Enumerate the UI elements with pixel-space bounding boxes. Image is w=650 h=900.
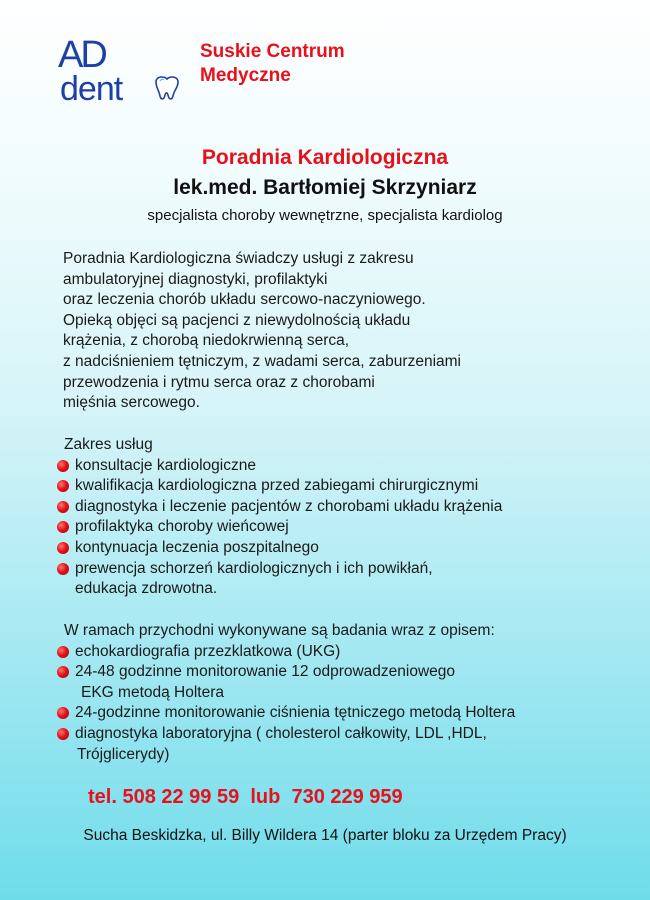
- red-dot-icon: [57, 480, 69, 492]
- clinic-name-line1: Suskie Centrum: [200, 41, 345, 62]
- intro-line: krążenia, z chorobą niedokrwienną serca,: [63, 332, 350, 350]
- page-title: Poradnia Kardiologiczna: [201, 146, 449, 169]
- list-item-text: profilaktyka choroby wieńcowej: [75, 518, 289, 536]
- tests-heading: W ramach przychodni wykonywane są badania wraz z opisem:: [64, 622, 495, 639]
- red-dot-icon: [57, 563, 69, 575]
- list-item-text: 24-48 godzinne monitorowanie 12 odprowadzeniowego: [75, 663, 456, 681]
- services-section: [57, 435, 502, 600]
- list-item: [57, 642, 515, 663]
- red-dot-icon: [57, 460, 69, 472]
- list-item-text: diagnostyka i leczenie pacjentów z chorobami układu krążenia: [75, 497, 503, 515]
- red-dot-icon: [57, 728, 69, 740]
- tooth-icon: [152, 74, 182, 102]
- clinic-name: [200, 40, 345, 88]
- intro-line: Poradnia Kardiologiczna świadczy usługi z zakresu: [63, 250, 414, 267]
- address: Sucha Beskidzka, ul. Billy Wildera 14 (parter bloku za Urzędem Pracy): [83, 827, 567, 844]
- list-item-text: echokardiografia przezklatkowa (UKG): [75, 642, 341, 660]
- red-dot-icon: [57, 542, 69, 554]
- list-item: [57, 662, 515, 703]
- list-item-text: kontynuacja leczenia poszpitalnego: [75, 538, 319, 556]
- list-item: [57, 476, 502, 497]
- red-dot-icon: [57, 646, 69, 658]
- list-item-text: prewencja schorzeń kardiologicznych i ich powikłań,: [75, 559, 433, 577]
- intro-line: ambulatoryjnej diagnostyki, profilaktyki: [63, 270, 328, 288]
- list-item-text: kwalifikacja kardiologiczna przed zabiegami chirurgicznymi: [75, 477, 479, 495]
- list-item: [57, 703, 515, 724]
- list-item-continuation: edukacja zdrowotna.: [75, 580, 218, 598]
- red-dot-icon: [57, 521, 69, 533]
- doctor-name: lek.med. Bartłomiej Skrzyniarz: [173, 176, 477, 199]
- list-item: [57, 517, 502, 538]
- list-item: [57, 724, 515, 765]
- intro-paragraph: [63, 249, 461, 414]
- clinic-name-line2: Medyczne: [200, 65, 291, 86]
- services-heading: Zakres usług: [64, 436, 153, 453]
- list-item-continuation: Trójglicerydy): [77, 745, 170, 763]
- intro-line: z nadciśnieniem tętniczym, z wadami serca, zaburzeniami: [63, 352, 461, 370]
- list-item: [57, 497, 502, 518]
- list-item: [57, 456, 502, 477]
- logo-bottom-text: dent: [60, 70, 123, 108]
- intro-line: oraz leczenia chorób układu sercowo-naczyniowego.: [63, 291, 426, 309]
- list-item: [57, 538, 502, 559]
- intro-line: przewodzenia i rytmu serca oraz z chorobami: [63, 373, 375, 391]
- list-item-continuation: EKG metodą Holtera: [81, 683, 225, 701]
- phone-numbers: tel. 508 22 99 59 lub 730 229 959: [88, 786, 403, 808]
- list-item-text: 24-godzinne monitorowanie ciśnienia tętniczego metodą Holtera: [75, 704, 516, 722]
- intro-line: mięśnia sercowego.: [63, 394, 200, 412]
- tests-section: [57, 621, 515, 765]
- doctor-specialization: specjalista choroby wewnętrzne, specjalista kardiolog: [147, 207, 503, 224]
- logo-top-text: AD: [58, 34, 105, 76]
- list-item-text: diagnostyka laboratoryjna ( cholesterol całkowity, LDL ,HDL,: [75, 724, 487, 742]
- list-item: [57, 559, 502, 600]
- red-dot-icon: [57, 501, 69, 513]
- red-dot-icon: [57, 666, 69, 678]
- intro-line: Opieką objęci są pacjenci z niewydolnością układu: [63, 311, 411, 329]
- red-dot-icon: [57, 707, 69, 719]
- list-item-text: konsultacje kardiologiczne: [75, 456, 256, 474]
